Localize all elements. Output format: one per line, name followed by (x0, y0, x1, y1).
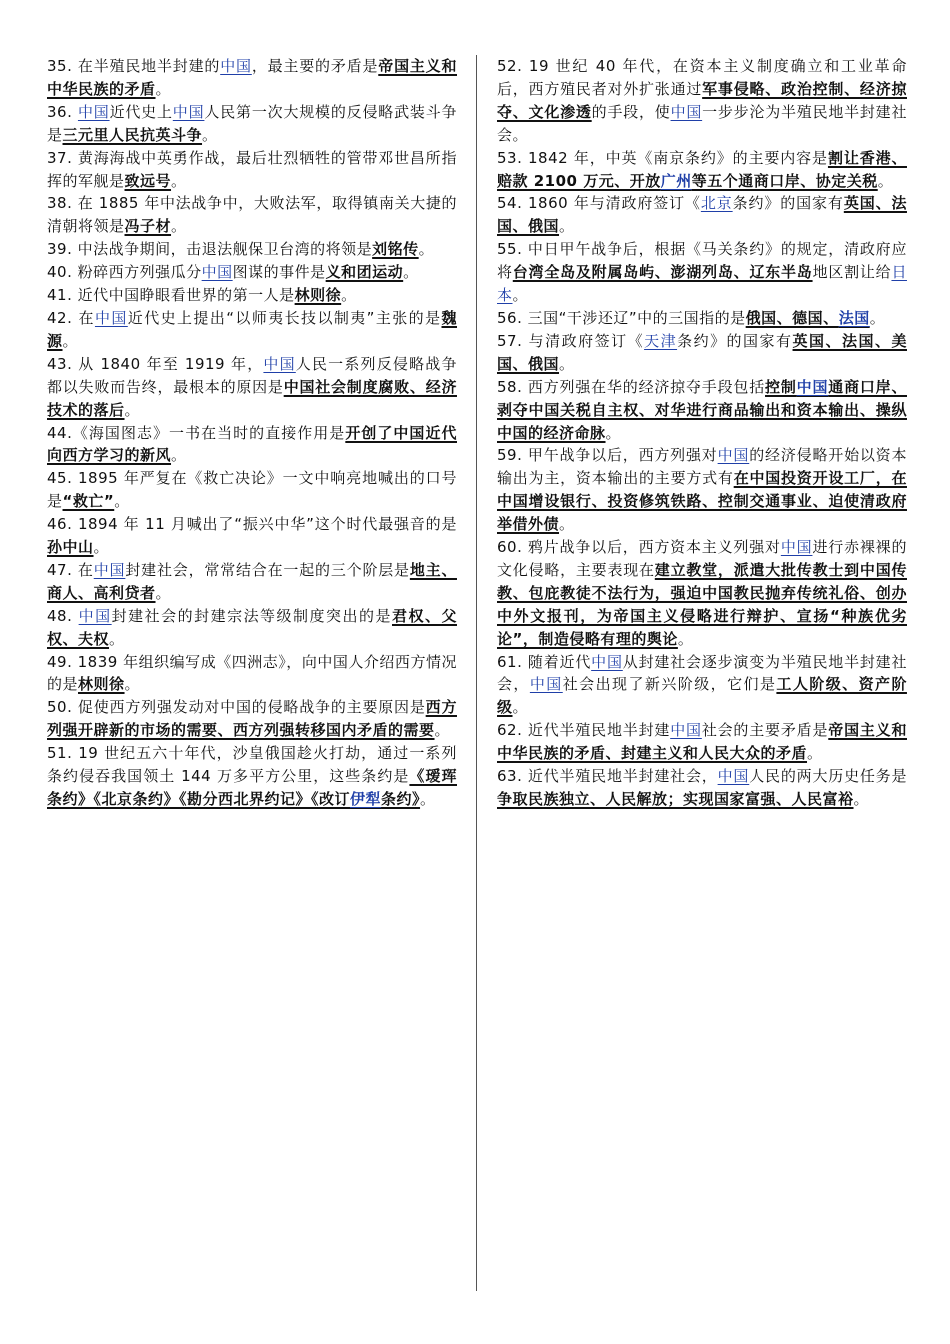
place-link[interactable]: 伊犁 (350, 790, 382, 808)
question-text: 46. 1894 年 11 月喊出了“振兴中华”这个时代最强音的是 (47, 515, 457, 534)
question-text: 。 (418, 240, 435, 259)
place-link[interactable]: 中国 (717, 446, 750, 465)
question-text: 37. 黄海海战中英勇作战，最后壮烈牺牲的管带邓世昌所指挥的军舰是 (47, 148, 457, 190)
answer-text: 帝国主义和中华民族的矛盾、封建主义和人民大众的矛盾 (497, 721, 907, 763)
question-text: 41. 近代中国睁眼看世界的第一人是 (47, 286, 295, 305)
question-text: 。 (202, 125, 218, 144)
question-59 (497, 444, 907, 536)
answer-text: 致远号 (124, 171, 172, 190)
answer-text: 三元里人民抗英斗争 (62, 125, 203, 144)
answer-text: 地主、商人、高利贷者 (47, 560, 457, 602)
answer-text: 林则徐 (78, 675, 125, 694)
question-text: 社会的主要矛盾是 (701, 721, 829, 740)
question-text: 54. 1860 年与清政府签订《 (497, 194, 701, 213)
column-divider (476, 55, 477, 1291)
answer-text: 通商口岸、剥夺中国关税自主权、对华进行商品输出和资本输出、操纵中国的经济命脉 (497, 377, 907, 442)
place-link[interactable]: 中国 (263, 354, 296, 373)
question-text: 42. 在 (47, 308, 95, 327)
answer-text: 控制 (765, 377, 797, 396)
question-text: 56. 三国“干涉还辽”中的三国指的是 (497, 308, 746, 327)
question-49 (47, 651, 457, 697)
place-link[interactable]: 中国 (670, 102, 703, 121)
question-text: 53. 1842 年，中英《南京条约》的主要内容是 (497, 148, 828, 167)
answer-text: 帝国主义和中华民族的矛盾 (47, 57, 457, 98)
place-link[interactable]: 中国 (201, 263, 233, 282)
question-text: 。 (559, 354, 575, 373)
question-51 (47, 742, 457, 811)
question-53 (497, 147, 907, 193)
question-48 (47, 605, 457, 651)
question-text: 从封建社会逐步演变为半殖民地半封建社会， (497, 652, 907, 694)
answer-text: 刘铭传 (372, 240, 419, 259)
right-column (497, 55, 907, 811)
question-text: 38. 在 1885 年中法战争中，大败法军，取得镇南关大捷的清朝将领是 (47, 194, 457, 236)
answer-text: 割让香港、赔款 2100 万元、开放 (497, 148, 907, 190)
question-36 (47, 101, 457, 147)
question-46 (47, 513, 457, 559)
place-link[interactable]: 中国 (78, 606, 112, 625)
question-54 (497, 192, 907, 238)
question-text: 47. 在 (47, 560, 94, 579)
question-text: 。 (341, 286, 357, 305)
answer-text: 俄国、德国、 (745, 308, 839, 327)
question-text: 。 (512, 286, 529, 305)
place-link[interactable]: 广州 (660, 171, 692, 190)
answer-text: 台湾全岛及附属岛屿、澎湖列岛、辽东半岛 (512, 263, 813, 282)
question-text: 。 (420, 790, 436, 808)
answer-text: 冯子材 (124, 217, 172, 236)
place-link[interactable]: 天津 (644, 331, 678, 350)
question-43 (47, 353, 457, 422)
place-link[interactable]: 中国 (591, 652, 623, 671)
answer-text: 义和团运动 (325, 263, 404, 282)
question-61 (497, 651, 907, 720)
answer-text: 《瑷珲条约》《北京条约》《勘分西北界约记》《改订 (47, 767, 457, 808)
question-text: 45. 1895 年严复在《救亡决论》一文中响亮地喊出的口号是 (47, 469, 457, 511)
question-text: 一步步沦为半殖民地半封建社会。 (497, 102, 907, 144)
question-text: 的经济侵略开始以资本输出为主，资本输出的主要方式有 (497, 446, 907, 488)
answer-text: 工人阶级、资产阶级 (497, 675, 907, 717)
question-text: 。 (155, 79, 172, 98)
question-text: 封建社会，常常结合在一起的三个阶层是 (125, 560, 410, 579)
question-50 (47, 696, 457, 742)
place-link[interactable]: 中国 (717, 767, 750, 786)
question-text: 。 (171, 171, 187, 190)
question-60 (497, 536, 907, 651)
question-text: 63. 近代半殖民地半封建社会， (497, 767, 718, 786)
question-text: 35. 在半殖民地半封建的 (47, 57, 221, 75)
place-link[interactable]: 中国 (93, 560, 126, 579)
question-text: 。 (853, 790, 870, 808)
answer-text: 魏源 (47, 308, 458, 350)
question-text: 。 (869, 308, 886, 327)
question-text: 。 (559, 515, 575, 534)
question-63 (497, 765, 907, 811)
answer-text: 建立教堂，派遣大批传教士到中国传教、包庇教徒不法行为，强迫中国教民抛弃传统礼俗、创办中外文报刊，为帝国主义侵略进行辩护、宣扬“种族优劣论”，制造侵略有理的舆论 (497, 560, 907, 648)
question-text: 。 (109, 629, 125, 648)
answer-text: 条约》 (381, 790, 421, 808)
question-text: 条约》的国家有 (732, 194, 844, 213)
question-text: 62. 近代半殖民地半封建 (497, 721, 671, 740)
question-text: 封建社会的封建宗法等级制度突出的是 (111, 606, 392, 625)
question-text: 。 (93, 538, 110, 557)
question-text: 人民一系列反侵略战争都以失败而告终，最根本的原因是 (47, 354, 457, 396)
answer-text: 英国、法国、美国、俄国 (497, 331, 907, 373)
place-link[interactable]: 中国 (94, 308, 128, 327)
place-link[interactable]: 中国 (780, 538, 813, 557)
answer-text: 西方列强开辟新的市场的需要、西方列强转移国内矛盾的需要 (47, 698, 457, 740)
place-link[interactable]: 中国 (529, 675, 563, 694)
question-text: 。 (114, 492, 130, 511)
place-link[interactable]: 中国 (670, 721, 702, 740)
answer-text: 等五个通商口岸、协定关税 (691, 171, 878, 190)
place-link[interactable]: 中国 (77, 102, 110, 121)
question-text: 59. 甲午战争以后，西方列强对 (497, 446, 718, 465)
question-text: 。 (62, 331, 79, 350)
answer-text: 中国社会制度腐败、经济技术的落后 (47, 377, 457, 419)
question-41 (47, 284, 457, 307)
answer-text: 英国、法国、俄国 (497, 194, 907, 236)
question-text: 条约》的国家有 (677, 331, 793, 350)
question-text: 。 (512, 698, 529, 717)
question-47 (47, 559, 457, 605)
question-35 (47, 55, 457, 101)
question-text: 。 (877, 171, 894, 190)
question-text: 人民的两大历史任务是 (749, 767, 907, 786)
question-57 (497, 330, 907, 376)
question-text: 。 (171, 446, 187, 465)
question-text: 地区割让给 (812, 263, 892, 282)
answer-text: 争取民族独立、人民解放；实现国家富强、人民富裕 (497, 790, 854, 808)
answer-text (839, 309, 870, 327)
question-text: 进行赤裸裸的文化侵略，主要表现在 (497, 538, 907, 579)
answer-text: “救亡” (62, 492, 115, 511)
question-42 (47, 307, 457, 353)
question-text: 40. 粉碎西方列强瓜分 (47, 263, 202, 282)
question-55 (497, 238, 907, 307)
question-39 (47, 238, 457, 261)
question-40 (47, 261, 457, 284)
place-link[interactable]: 中国 (172, 102, 205, 121)
question-text: 50. 促使西方列强发动对中国的侵略战争的主要原因是 (47, 698, 426, 717)
question-text: 39. 中法战争期间，击退法舰保卫台湾的将领是 (47, 240, 373, 259)
question-text: 。 (403, 263, 419, 282)
question-text: 近代史上提出“以师夷长技以制夷”主张的是 (127, 308, 442, 327)
question-52 (497, 55, 907, 147)
question-text: 。 (807, 744, 823, 763)
question-text: 55. 中日甲午战争后，根据《马关条约》的规定，清政府应将 (497, 240, 907, 282)
question-text: 。 (124, 675, 141, 694)
question-text: 的手段，使 (591, 102, 671, 121)
question-text: 。 (124, 400, 141, 419)
answer-text: 孙中山 (47, 538, 94, 557)
question-text: 52. 19 世纪 40 年代，在资本主义制度确立和工业革命后，西方殖民者对外扩张通过 (497, 57, 907, 98)
question-text: 48. (47, 606, 79, 625)
answer-text: 君权、父权、夫权 (47, 606, 457, 648)
question-text: 51. 19 世纪五六十年代，沙皇俄国趁火打劫，通过一系列条约侵吞我国领土 144 万多平方公里，这些条约是 (47, 744, 457, 786)
question-text: 图谋的事件是 (232, 263, 326, 282)
question-text: 36. (47, 102, 78, 121)
question-text: 58. 西方列强在华的经济掠夺手段包括 (497, 377, 766, 396)
question-text: 。 (605, 423, 622, 442)
question-37 (47, 147, 457, 193)
question-text: 。 (155, 583, 172, 602)
answer-text: 林则徐 (294, 286, 342, 305)
question-text: 44.《海国图志》一书在当时的直接作用是 (47, 423, 346, 442)
answer-text: 在中国投资开设工厂，在中国增设银行、投资修筑铁路、控制交通事业、迫使清政府举借外债 (497, 469, 907, 534)
question-44 (47, 422, 457, 468)
answer-text: 军事侵略、政治控制、经济掠夺、文化渗透 (497, 79, 907, 121)
answer-text: 开创了中国近代向西方学习的新风 (47, 423, 457, 465)
question-text: 。 (434, 721, 451, 740)
question-text: 人民第一次大规模的反侵略武装斗争是 (47, 102, 457, 144)
question-text: 。 (171, 217, 187, 236)
place-link[interactable]: 北京 (700, 194, 733, 213)
place-link[interactable]: 日本 (497, 263, 907, 305)
question-text: ，最主要的矛盾是 (251, 57, 379, 75)
question-text: 43. 从 1840 年至 1919 年， (47, 354, 264, 373)
question-text: 。 (559, 217, 575, 236)
question-text: 近代史上 (109, 102, 173, 121)
place-link[interactable]: 中国 (220, 57, 252, 75)
question-38 (47, 192, 457, 238)
left-column (47, 55, 457, 811)
question-text: 57. 与清政府签订《 (497, 331, 645, 350)
question-text: 社会出现了新兴阶级，它们是 (562, 675, 777, 694)
question-62 (497, 719, 907, 765)
question-45 (47, 467, 457, 513)
answer-text (797, 378, 829, 396)
question-text: 。 (677, 629, 694, 648)
answer-text (350, 790, 381, 808)
question-text: 61. 随着近代 (497, 652, 592, 671)
answer-text (661, 172, 692, 190)
question-58 (497, 376, 907, 445)
question-56 (497, 307, 907, 330)
place-link[interactable]: 法国 (838, 308, 870, 327)
place-link[interactable]: 中国 (796, 377, 829, 396)
question-text: 49. 1839 年组织编写成《四洲志》，向中国人介绍西方情况的是 (47, 652, 457, 694)
question-text: 60. 鸦片战争以后，西方资本主义列强对 (497, 538, 781, 557)
